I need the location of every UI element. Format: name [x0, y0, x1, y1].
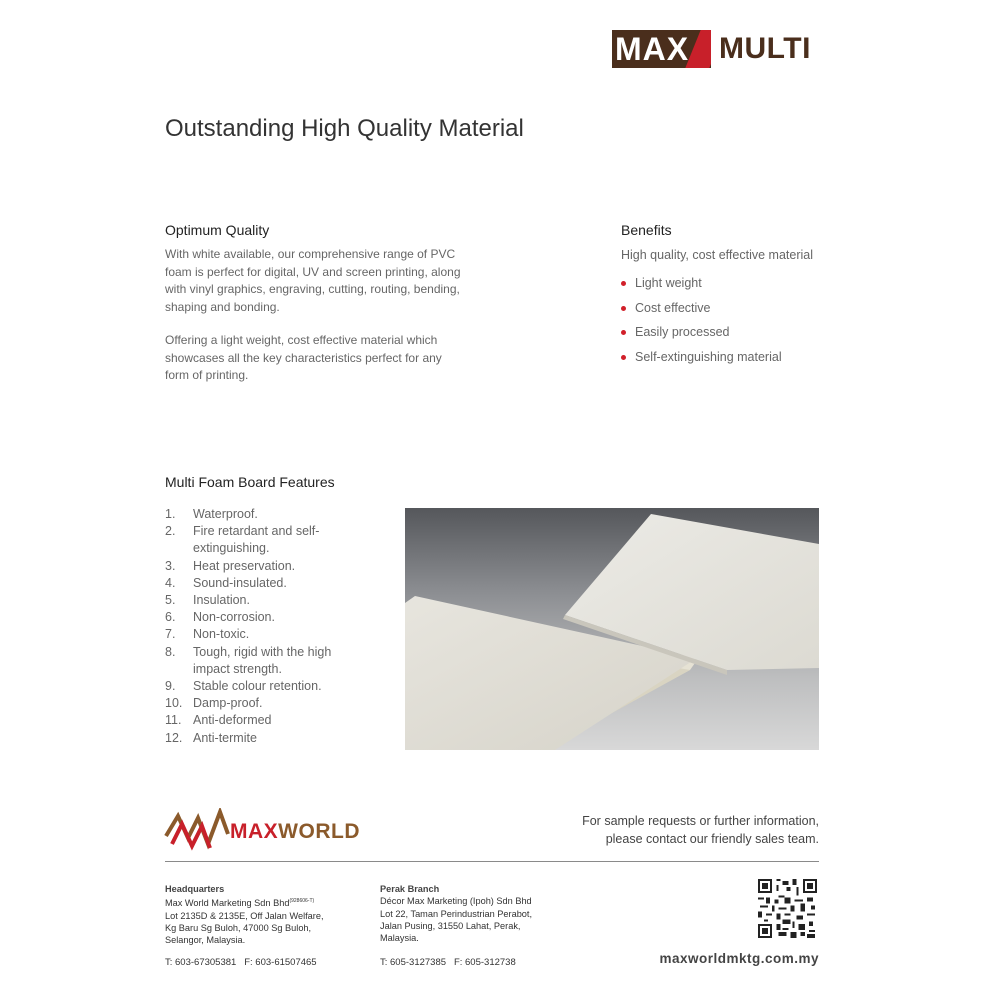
feature-number: 10. [165, 696, 183, 711]
feature-item [165, 644, 355, 678]
maxworld-logo-text [230, 820, 360, 844]
optimum-quality-paragraph-1: With white available, our comprehensive range of PVC foam is perfect for digital, UV and screen printing, along with vinyl graphics, engraving, cutting, routing, bending, shaping and bonding. [165, 247, 461, 314]
hq-phone: T: 603-67305381 F: 603-61507465 [165, 957, 317, 968]
feature-item [165, 609, 355, 626]
benefits-heading: Benefits [621, 222, 672, 238]
contact-line-2: please contact our friendly sales team. [605, 832, 819, 846]
contact-note [582, 812, 819, 848]
feature-text: Non-toxic. [193, 627, 250, 642]
bullet-icon [621, 330, 626, 335]
feature-number: 4. [165, 575, 176, 590]
qr-code-icon[interactable] [758, 879, 817, 938]
feature-number: 8. [165, 644, 176, 659]
perak-branch-address [380, 883, 532, 944]
benefit-item [621, 349, 782, 374]
feature-number: 9. [165, 679, 176, 694]
logo-multi-text: MULTI [719, 32, 811, 65]
feature-text: Non-corrosion. [193, 610, 275, 625]
feature-item [165, 712, 355, 729]
feature-item [165, 506, 355, 523]
page-title: Outstanding High Quality Material [165, 115, 524, 142]
benefit-item-label: Light weight [635, 276, 702, 290]
feature-number: 11. [165, 713, 182, 728]
perak-line-3: Malaysia. [380, 933, 419, 944]
benefit-item-label: Cost effective [635, 300, 711, 315]
feature-item [165, 558, 355, 575]
logo-max-box [612, 30, 711, 68]
feature-item [165, 730, 355, 747]
feature-text: Stable colour retention. [193, 679, 322, 694]
feature-number: 1. [165, 507, 176, 521]
headquarters-address [165, 883, 324, 947]
feature-text: Insulation. [193, 593, 250, 608]
benefit-item [621, 275, 782, 300]
feature-text: Tough, rigid with the high impact strength. [193, 644, 332, 676]
bullet-icon [621, 281, 626, 286]
benefit-item [621, 300, 782, 325]
feature-text: Sound-insulated. [193, 575, 287, 590]
hq-company [165, 895, 324, 909]
optimum-quality-paragraph-2: Offering a light weight, cost effective material which showcases all the key characteristics perfect for any form of printing. [165, 333, 442, 382]
hq-line-1: Lot 2135D & 2135E, Off Jalan Welfare, [165, 910, 324, 921]
hq-company-name: Max World Marketing Sdn Bhd [165, 898, 290, 909]
contact-line-1: For sample requests or further information, [582, 814, 819, 828]
feature-number: 6. [165, 610, 176, 625]
feature-item [165, 678, 355, 695]
feature-text: Heat preservation. [193, 558, 296, 573]
feature-text: Damp-proof. [193, 696, 263, 711]
foam-board-illustration [405, 508, 819, 750]
feature-text: Anti-termite [193, 730, 257, 745]
perak-phone: T: 605-3127385 F: 605-312738 [380, 957, 516, 968]
feature-text: Fire retardant and self-extinguishing. [193, 524, 320, 556]
bullet-icon [621, 355, 626, 360]
foam-board-photo [405, 508, 819, 750]
logo-text-max: MAX [230, 820, 279, 843]
feature-item [165, 626, 355, 643]
perak-line-2: Jalan Pusing, 31550 Lahat, Perak, [380, 920, 521, 931]
hq-line-3: Selangor, Malaysia. [165, 935, 246, 946]
benefit-item [621, 324, 782, 349]
feature-number: 7. [165, 627, 176, 642]
feature-text: Waterproof. [193, 507, 258, 521]
website-link[interactable]: maxworldmktg.com.my [659, 951, 819, 966]
logo-max-text: MAX [615, 31, 690, 67]
feature-item [165, 523, 355, 557]
logo-text-world: WORLD [278, 820, 360, 843]
benefits-list [621, 275, 782, 374]
optimum-quality-heading: Optimum Quality [165, 222, 270, 238]
hq-line-2: Kg Baru Sg Buloh, 47000 Sg Buloh, [165, 922, 312, 933]
benefit-item-label: Self-extinguishing material [635, 350, 782, 365]
logo-slash-icon [685, 30, 711, 68]
max-multi-logo [612, 30, 811, 68]
feature-number: 12. [165, 730, 183, 745]
benefits-intro: High quality, cost effective material [621, 248, 813, 262]
feature-item [165, 575, 355, 592]
features-list [165, 506, 355, 747]
perak-title: Perak Branch [380, 884, 440, 894]
footer-divider [165, 861, 819, 862]
feature-number: 3. [165, 558, 176, 573]
bullet-icon [621, 306, 626, 311]
hq-title: Headquarters [165, 884, 225, 894]
perak-company: Décor Max Marketing (Ipoh) Sdn Bhd [380, 896, 532, 907]
benefit-item-label: Easily processed [635, 325, 730, 340]
features-heading: Multi Foam Board Features [165, 474, 335, 490]
feature-item [165, 592, 355, 609]
perak-line-1: Lot 22, Taman Perindustrian Perabot, [380, 908, 533, 919]
feature-item [165, 695, 355, 712]
hq-registration: (928606-T) [289, 898, 315, 905]
feature-number: 2. [165, 524, 176, 539]
feature-text: Anti-deformed [193, 713, 272, 728]
feature-number: 5. [165, 593, 176, 608]
